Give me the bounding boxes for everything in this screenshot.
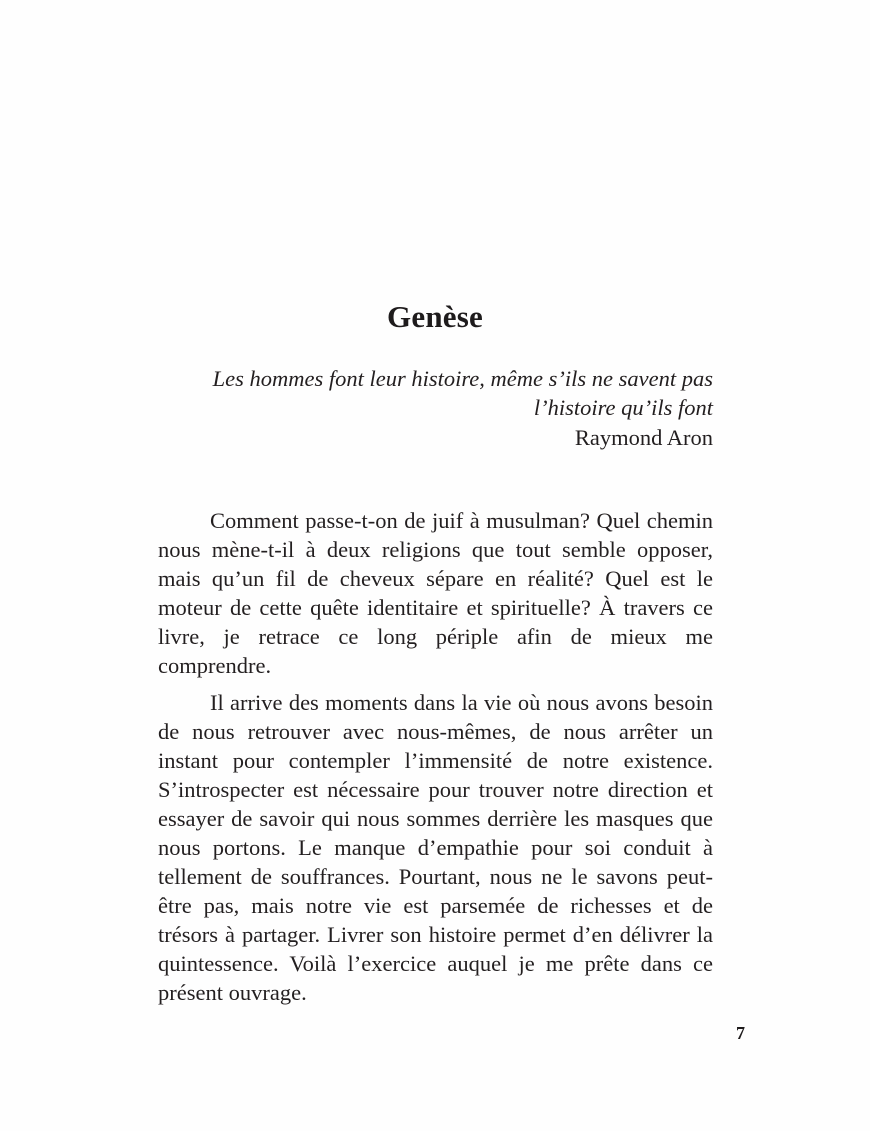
epigraph [200, 364, 713, 453]
paragraph-1: Comment passe-t-on de juif à musulman? Quel chemin nous mène-t-il à deux religions que tout semble opposer, mais qu’un fil de cheveux sépare en réalité? Quel est le moteur de cette quête identitaire et spirituelle? À travers ce livre, je retrace ce long périple afin de mieux me comprendre. [158, 508, 713, 678]
epigraph-author: Raymond Aron [574, 425, 713, 450]
epigraph-quote-line-2: l’histoire qu’ils font [533, 395, 713, 420]
epigraph-quote-line-1: Les hommes font leur histoire, même s’ils ne savent pas [212, 366, 713, 391]
epigraph-quote [200, 364, 713, 422]
body-text [158, 506, 713, 1015]
page-number: 7 [736, 1023, 745, 1043]
chapter-title: Genèse [387, 298, 483, 334]
paragraph-2: Il arrive des moments dans la vie où nous avons besoin de nous retrouver avec nous-mêmes, de nous arrêter un instant pour contempler l’immensité de notre existence. S’introspecter est nécessaire pour trouver notre direction et essayer de savoir qui nous sommes derrière les masques que nous portons. Le manque d’empathie pour soi conduit à tellement de souffrances. Pourtant, nous ne le savons peut-être pas, mais notre vie est parsemée de richesses et de trésors à partager. Livrer son histoire permet d’en délivrer la quintessence. Voilà l’exercice auquel je me prête dans ce présent ouvrage. [158, 690, 713, 1005]
